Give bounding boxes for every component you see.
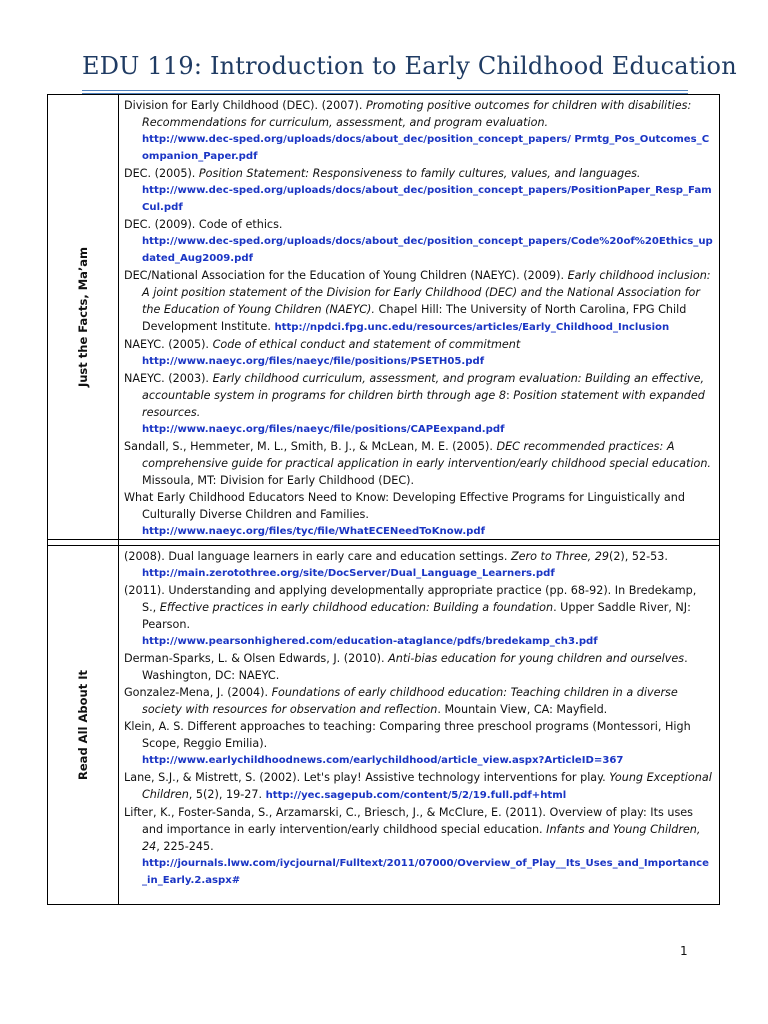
reference-text: . Upper Saddle River, NJ: Pearson. — [142, 601, 691, 631]
reference-list — [124, 97, 713, 540]
section-label-cell — [48, 95, 119, 539]
reference-list — [124, 548, 713, 889]
reference-entry — [124, 97, 713, 165]
reference-title: DEC recommended practices: A comprehensive guide for practical application in early intervention/early childhood special education. — [142, 440, 711, 470]
reference-title: Young Exceptional Children — [142, 771, 712, 801]
reference-link[interactable]: http://npdci.fpg.unc.edu/resources/articles/Early_Childhood_Inclusion — [274, 322, 670, 333]
reference-text: Lane, S.J., & Mistrett, S. (2002). Let's play! Assistive technology interventions for play. — [124, 771, 610, 784]
reference-text: DEC. (2009). Code of ethics. — [124, 218, 283, 231]
reference-text: Lifter, K., Foster-Sanda, S., Arzamarski, C., Briesch, J., & McClure, E. (2011). Overview of play: Its uses and importance in early intervention/early childhood special education. — [124, 806, 694, 836]
reference-text: Gonzalez-Mena, J. (2004). — [124, 686, 272, 699]
section-label: Read All About It — [76, 670, 90, 780]
reference-text: (2011). Understanding and applying developmentally appropriate practice (pp. 68-92). In Bredekamp, S., — [124, 584, 697, 614]
reference-entry — [124, 216, 713, 267]
reference-text: Klein, A. S. Different approaches to teaching: Comparing three preschool programs (Montessori, High Scope, Reggio Emilia). — [124, 720, 691, 750]
reference-text: NAEYC. (2005). — [124, 338, 213, 351]
reference-link[interactable]: http://www.pearsonhighered.com/education-ataglance/pdfs/bredekamp_ch3.pdf — [142, 636, 598, 647]
reference-link[interactable]: http://www.dec-sped.org/uploads/docs/about_dec/position_concept_papers/ Prmtg_Pos_Outcomes_Companion_Paper.pdf — [142, 134, 710, 162]
reference-title: Infants and Young Children, 24 — [142, 823, 701, 853]
reference-entry — [124, 489, 713, 540]
reference-title: Early childhood curriculum, assessment, and program evaluation: Building an effective, accountable system in programs for children birth through age 8 — [142, 372, 705, 402]
reference-text: DEC. (2005). — [124, 167, 199, 180]
reference-text: , 5(2), 19-27. — [188, 788, 266, 801]
reference-entry — [124, 769, 713, 804]
reference-entry — [124, 718, 713, 769]
reference-link[interactable]: http://www.naeyc.org/files/naeyc/file/positions/CAPEexpand.pdf — [142, 424, 505, 435]
reference-link[interactable]: http://main.zerotothree.org/site/DocServer/Dual_Language_Learners.pdf — [142, 568, 555, 579]
reference-text: : — [505, 389, 514, 402]
reference-title: Position statement with expanded resources. — [142, 389, 705, 419]
reference-entry — [124, 684, 713, 718]
reference-link[interactable]: http://journals.lww.com/iycjournal/Fulltext/2011/07000/Overview_of_Play__Its_Uses_and_Importance_in_Early.2.aspx# — [142, 858, 709, 886]
reference-text: DEC/National Association for the Education of Young Children (NAEYC). (2009). — [124, 269, 568, 282]
reference-title: Anti-bias education for young children and ourselves — [388, 652, 685, 665]
reference-entry — [124, 267, 713, 336]
reference-title: Foundations of early childhood education: Teaching children in a diverse society with resources for observation and reflection — [142, 686, 678, 716]
reference-title: Code of ethical conduct and statement of commitment — [212, 338, 521, 351]
page-number: 1 — [680, 944, 688, 958]
reference-title: Promoting positive outcomes for children with disabilities: Recommendations for curriculum, assessment, and program evaluation. — [142, 99, 692, 129]
section-label: Just the Facts, Ma’am — [76, 246, 90, 388]
reference-link[interactable]: http://www.naeyc.org/files/naeyc/file/positions/PSETH05.pdf — [142, 356, 485, 367]
reference-title: Effective practices in early childhood education: Building a foundation — [159, 601, 554, 614]
reference-text: , 225-245. — [156, 840, 214, 853]
reference-entry — [124, 650, 713, 684]
reference-text: What Early Childhood Educators Need to Know: Developing Effective Programs for Linguistically and Culturally Diverse Children and Families. — [124, 491, 685, 521]
reference-entry — [124, 582, 713, 650]
reference-entry — [124, 804, 713, 889]
reference-link[interactable]: http://www.dec-sped.org/uploads/docs/about_dec/position_concept_papers/PositionPaper_Resp_FamCul.pdf — [142, 185, 712, 213]
reference-title: Early childhood inclusion: A joint position statement of the Division for Early Childhood (DEC) and the National Association for the Education of Young Children (NAEYC). — [142, 269, 711, 316]
reference-entry — [124, 548, 713, 582]
reference-entry — [124, 336, 713, 370]
reference-text: . Mountain View, CA: Mayfield. — [437, 703, 608, 716]
section-label-cell — [48, 546, 119, 904]
reference-entry — [124, 165, 713, 216]
reference-entry — [124, 438, 713, 489]
page-title: EDU 119: Introduction to Early Childhood Education — [82, 52, 737, 80]
section-table — [47, 545, 720, 905]
reference-link[interactable]: http://www.naeyc.org/files/tyc/file/WhatECENeedToKnow.pdf — [142, 526, 486, 537]
reference-text: Derman-Sparks, L. & Olsen Edwards, J. (2010). — [124, 652, 389, 665]
reference-link[interactable]: http://www.earlychildhoodnews.com/earlychildhood/article_view.aspx?ArticleID=367 — [142, 755, 624, 766]
reference-entry — [124, 370, 713, 438]
reference-text: Chapel Hill: The University of North Carolina, FPG Child Development Institute. — [142, 303, 687, 333]
reference-text: (2008). Dual language learners in early care and education settings. — [124, 550, 511, 563]
reference-text: NAEYC. (2003). — [124, 372, 213, 385]
reference-text: Sandall, S., Hemmeter, M. L., Smith, B. J., & McLean, M. E. (2005). — [124, 440, 497, 453]
reference-link[interactable]: http://yec.sagepub.com/content/5/2/19.full.pdf+html — [265, 790, 567, 801]
reference-text: (2), 52-53. — [608, 550, 668, 563]
reference-text: Missoula, MT: Division for Early Childhood (DEC). — [142, 474, 415, 487]
reference-text: Division for Early Childhood (DEC). (2007). — [124, 99, 366, 112]
reference-title: Zero to Three, 29 — [510, 550, 609, 563]
title-underline — [82, 90, 688, 91]
reference-link[interactable]: http://www.dec-sped.org/uploads/docs/about_dec/position_concept_papers/Code%20of%20Ethics_updated_Aug2009.pdf — [142, 236, 713, 264]
section-table — [47, 94, 720, 540]
reference-title: Position Statement: Responsiveness to family cultures, values, and languages. — [198, 167, 641, 180]
reference-text: . Washington, DC: NAEYC. — [142, 652, 688, 682]
